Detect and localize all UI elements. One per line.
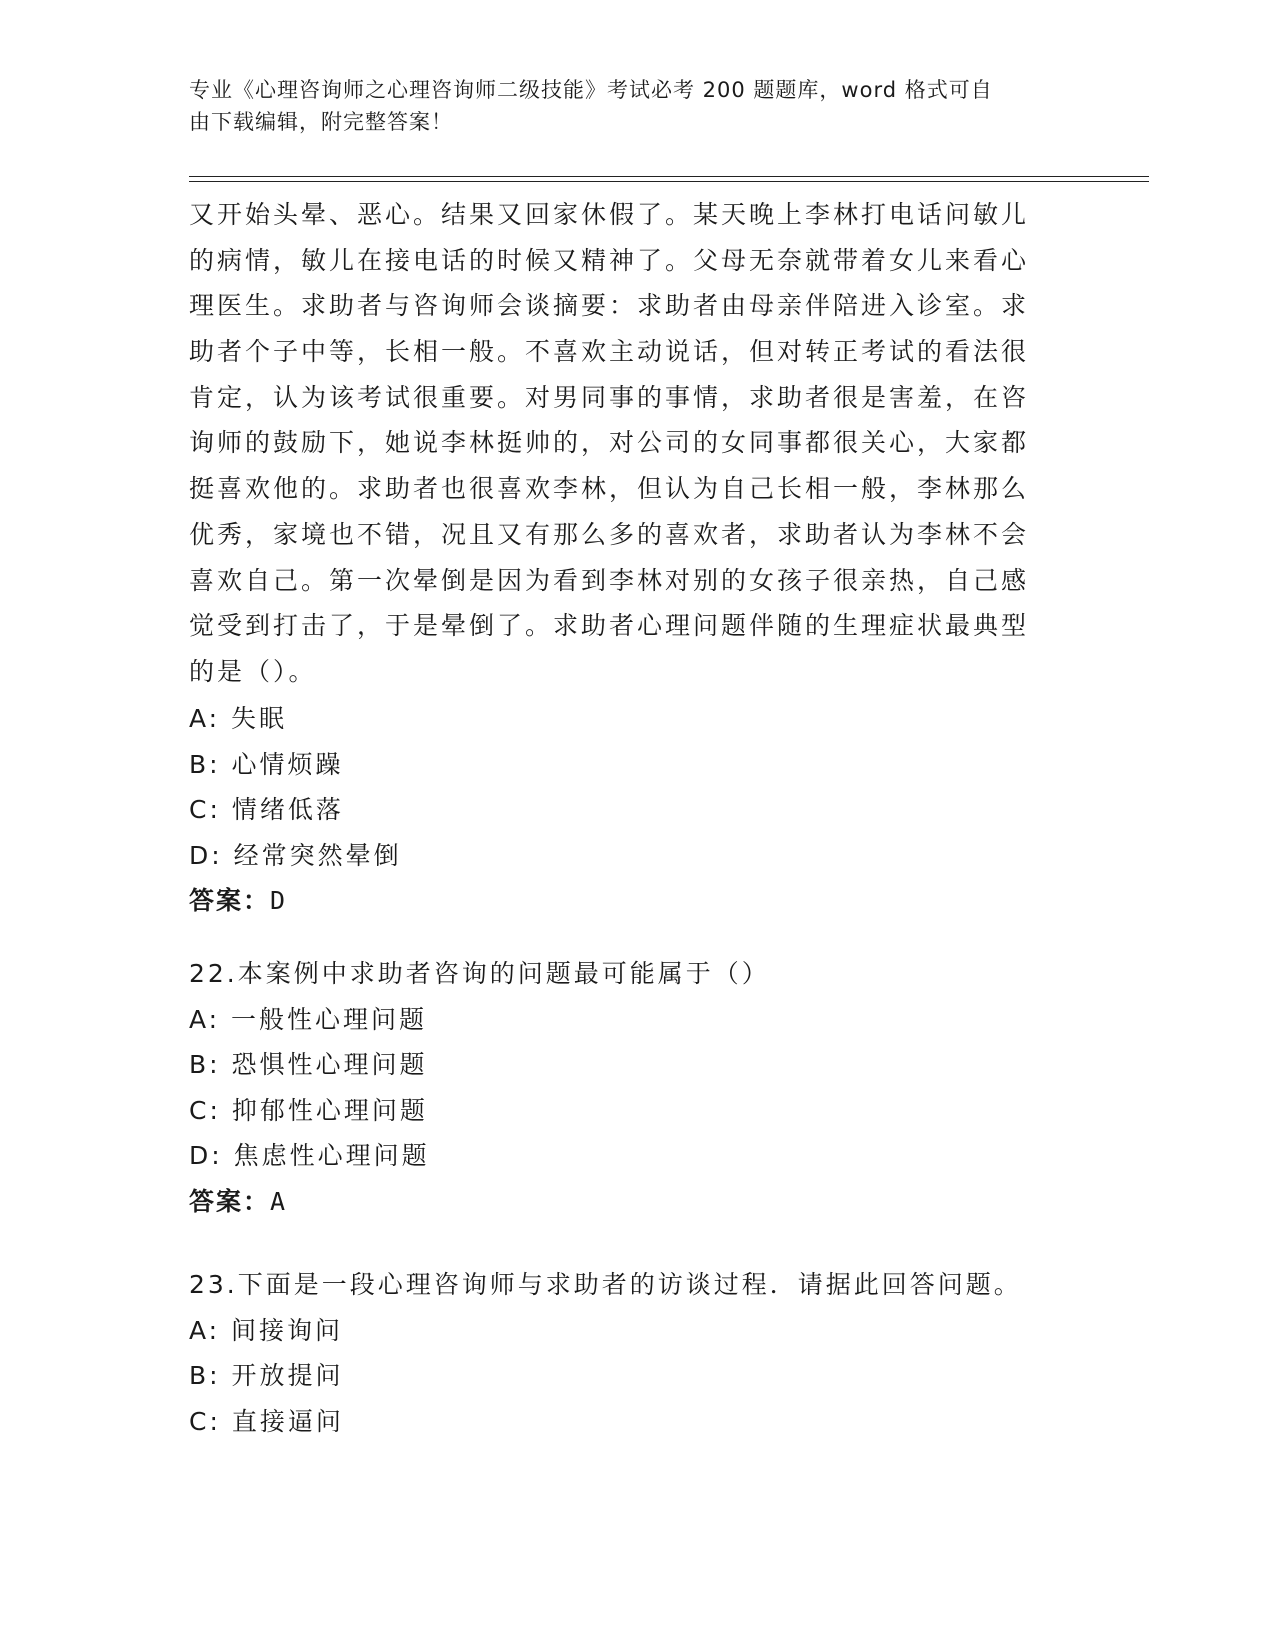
passage-line: 优秀，家境也不错，况且又有那么多的喜欢者，求助者认为李林不会 — [189, 519, 1030, 549]
case-passage — [189, 192, 1069, 695]
header-title-line-2: 由下载编辑，附完整答案！ — [189, 110, 453, 134]
answer-label: 答案： — [189, 1186, 271, 1216]
option-c: C: 抑郁性心理问题 — [189, 1095, 428, 1125]
answer-line — [189, 1179, 1109, 1225]
header-title-line-1: 专业《心理咨询师之心理咨询师二级技能》考试必考 200 题题库，word 格式可自 — [189, 78, 993, 102]
passage-line: 询师的鼓励下，她说李林挺帅的，对公司的女同事都很关心，大家都 — [189, 428, 1030, 458]
passage-line: 的病情，敏儿在接电话的时候又精神了。父母无奈就带着女儿来看心 — [189, 245, 1030, 275]
header-divider — [189, 176, 1149, 182]
option-d: D: 焦虑性心理问题 — [189, 1141, 430, 1170]
option-a: A: 间接询问 — [189, 1315, 344, 1345]
option-a: A: 失眠 — [189, 704, 288, 733]
passage-line: 喜欢自己。第一次晕倒是因为看到李林对别的女孩子很亲热，自己感 — [189, 565, 1030, 595]
passage-line: 又开始头晕、恶心。结果又回家休假了。某天晚上李林打电话问敏儿 — [189, 200, 1030, 229]
passage-line: 助者个子中等，长相一般。不喜欢主动说话，但对转正考试的看法很 — [189, 337, 1030, 367]
question-22 — [189, 951, 1109, 1224]
question-23 — [189, 1262, 1109, 1444]
document-header — [189, 74, 1069, 138]
question-21-options — [189, 696, 1109, 924]
option-c: C: 情绪低落 — [189, 795, 344, 824]
passage-line: 觉受到打击了，于是晕倒了。求助者心理问题伴随的生理症状最典型 — [189, 611, 1030, 641]
answer-line — [189, 878, 1109, 924]
option-a: A: 一般性心理问题 — [189, 1004, 428, 1034]
passage-line: 肯定，认为该考试很重要。对男同事的事情，求助者很是害羞，在咨 — [189, 382, 1030, 412]
answer-value: A — [270, 1186, 288, 1216]
passage-line: 的是（）。 — [189, 656, 317, 686]
passage-line: 理医生。求助者与咨询师会谈摘要：求助者由母亲伴陪进入诊室。求 — [189, 291, 1030, 321]
option-b: B: 恐惧性心理问题 — [189, 1050, 428, 1079]
question-stem: 23.下面是一段心理咨询师与求助者的访谈过程．请据此回答问题。 — [189, 1270, 1022, 1299]
passage-line: 挺喜欢他的。求助者也很喜欢李林，但认为自己长相一般，李林那么 — [189, 474, 1030, 504]
answer-value: D — [270, 886, 288, 915]
answer-label: 答案： — [189, 886, 271, 915]
option-d: D: 经常突然晕倒 — [189, 840, 402, 870]
option-b: B: 开放提问 — [189, 1361, 344, 1390]
option-b: B: 心情烦躁 — [189, 749, 344, 779]
question-stem: 22.本案例中求助者咨询的问题最可能属于（） — [189, 959, 770, 988]
option-c: C: 直接逼问 — [189, 1406, 344, 1436]
